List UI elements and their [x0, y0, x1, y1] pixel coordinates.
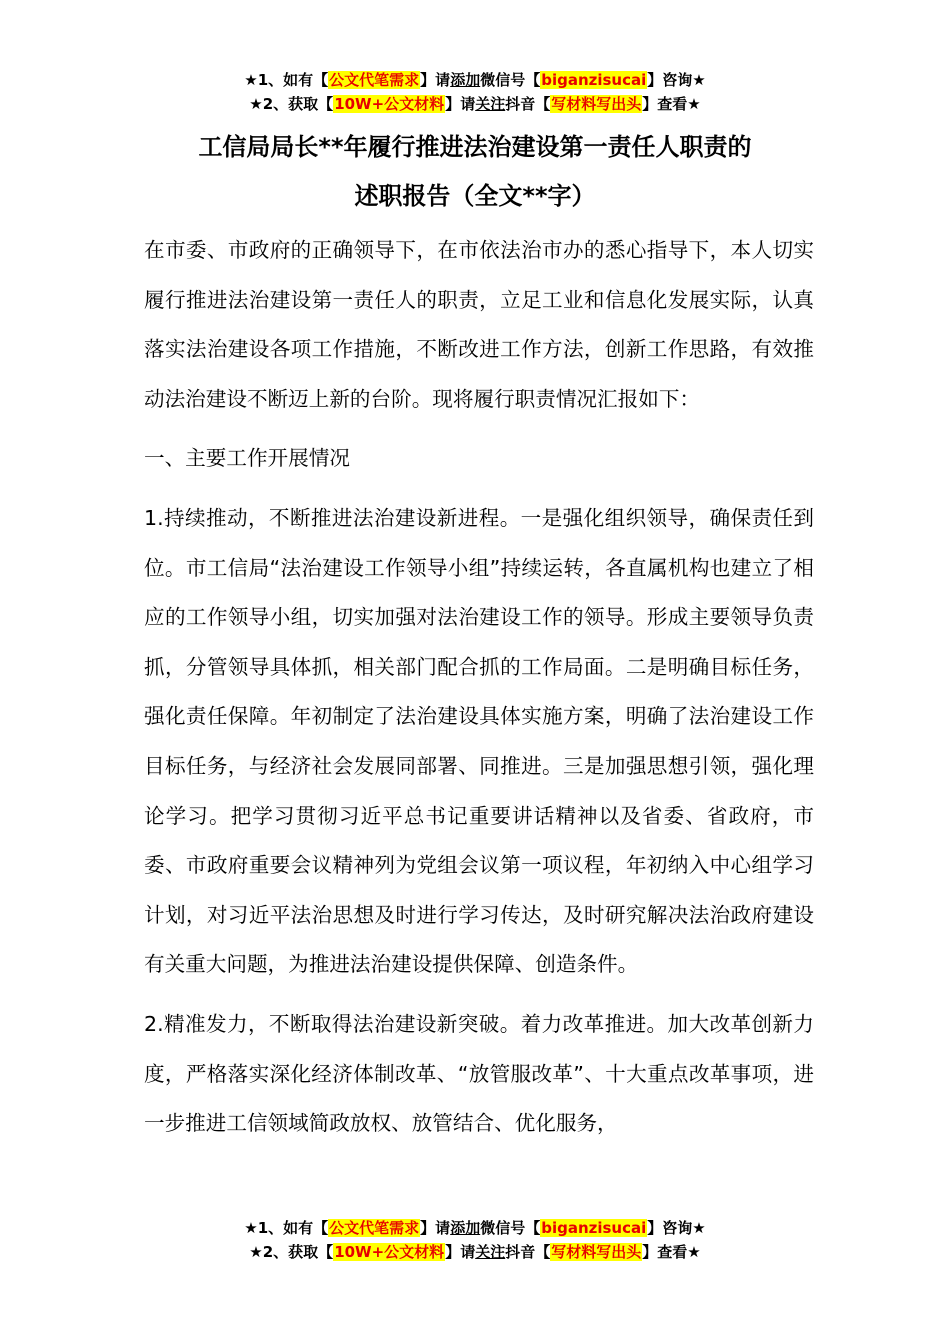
- promo-line-1: [0, 1216, 950, 1240]
- promo-text: ★1、如有【: [244, 71, 329, 89]
- promo-text: 】请: [445, 95, 476, 113]
- promo-text: 】咨询★: [647, 1219, 706, 1237]
- promo-line-1: [0, 68, 950, 92]
- promo-highlight: biganzisucai: [541, 71, 647, 89]
- promo-highlight: 公文代笔需求: [329, 1219, 420, 1237]
- promo-text: 微信号【: [480, 1219, 541, 1237]
- promo-text: 】查看★: [642, 95, 701, 113]
- body-paragraph: 1.持续推动，不断推进法治建设新进程。一是强化组织领导，确保责任到位。市工信局“法治建设工作领导小组”持续运转，各直属机构也建立了相应的工作领导小组，切实加强对法治建设工作的领导。形成主要领导负责抓，分管领导具体抓，相关部门配合抓的工作局面。二是明确目标任务，强化责任保障。年初制定了法治建设具体实施方案，明确了法治建设工作目标任务，与经济社会发展同部署、同推进。三是加强思想引领，强化理论学习。把学习贯彻习近平总书记重要讲话精神以及省委、省政府，市委、市政府重要会议精神列为党组会议第一项议程，年初纳入中心组学习计划，对习近平法治思想及时进行学习传达，及时研究解决法治政府建设有关重大问题，为推进法治建设提供保障、创造条件。: [144, 505, 814, 977]
- intro-paragraph: 在市委、市政府的正确领导下，在市依法治市办的悉心指导下，本人切实履行推进法治建设第一责任人的职责，立足工业和信息化发展实际，认真落实法治建设各项工作措施，不断改进工作方法，创新工作思路，有效推动法治建设不断迈上新的台阶。现将履行职责情况汇报如下：: [144, 238, 814, 411]
- promo-line-2: [0, 1240, 950, 1264]
- document-title-line-1: 工信局局长**年履行推进法治建设第一责任人职责的: [198, 133, 752, 161]
- promo-highlight: biganzisucai: [541, 1219, 647, 1237]
- promo-text: 】请: [445, 1243, 476, 1261]
- body-paragraph: 2.精准发力，不断取得法治建设新突破。着力改革推进。加大改革创新力度，严格落实深化经济体制改革、“放管服改革”、十大重点改革事项，进一步推进工信领域简政放权、放管结合、优化服务，: [144, 1011, 814, 1136]
- promo-text: 抖音【: [505, 1243, 551, 1261]
- section-heading: 一、主要工作开展情况: [144, 446, 350, 471]
- promo-text: ★2、获取【: [249, 95, 334, 113]
- promo-text: 微信号【: [480, 71, 541, 89]
- document-title-line-2: 述职报告（全文**字）: [354, 182, 596, 210]
- promo-text: 抖音【: [505, 95, 551, 113]
- promo-text: 】查看★: [642, 1243, 701, 1261]
- promo-underlined: 添加: [450, 71, 481, 89]
- promo-highlight: 写材料写出头: [551, 95, 642, 113]
- promo-underlined: 关注: [475, 95, 506, 113]
- header-promo-banner: [0, 68, 950, 116]
- footer-promo-banner: [0, 1216, 950, 1264]
- promo-text: ★2、获取【: [249, 1243, 334, 1261]
- promo-text: 】咨询★: [647, 71, 706, 89]
- promo-highlight: 10W+公文材料: [334, 1243, 445, 1261]
- document-body: [144, 226, 814, 1149]
- promo-line-2: [0, 92, 950, 116]
- promo-text: 】请: [420, 71, 451, 89]
- promo-highlight: 写材料写出头: [551, 1243, 642, 1261]
- promo-underlined: 关注: [475, 1243, 506, 1261]
- promo-highlight: 10W+公文材料: [334, 95, 445, 113]
- promo-highlight: 公文代笔需求: [329, 71, 420, 89]
- promo-underlined: 添加: [450, 1219, 481, 1237]
- promo-text: ★1、如有【: [244, 1219, 329, 1237]
- promo-text: 】请: [420, 1219, 451, 1237]
